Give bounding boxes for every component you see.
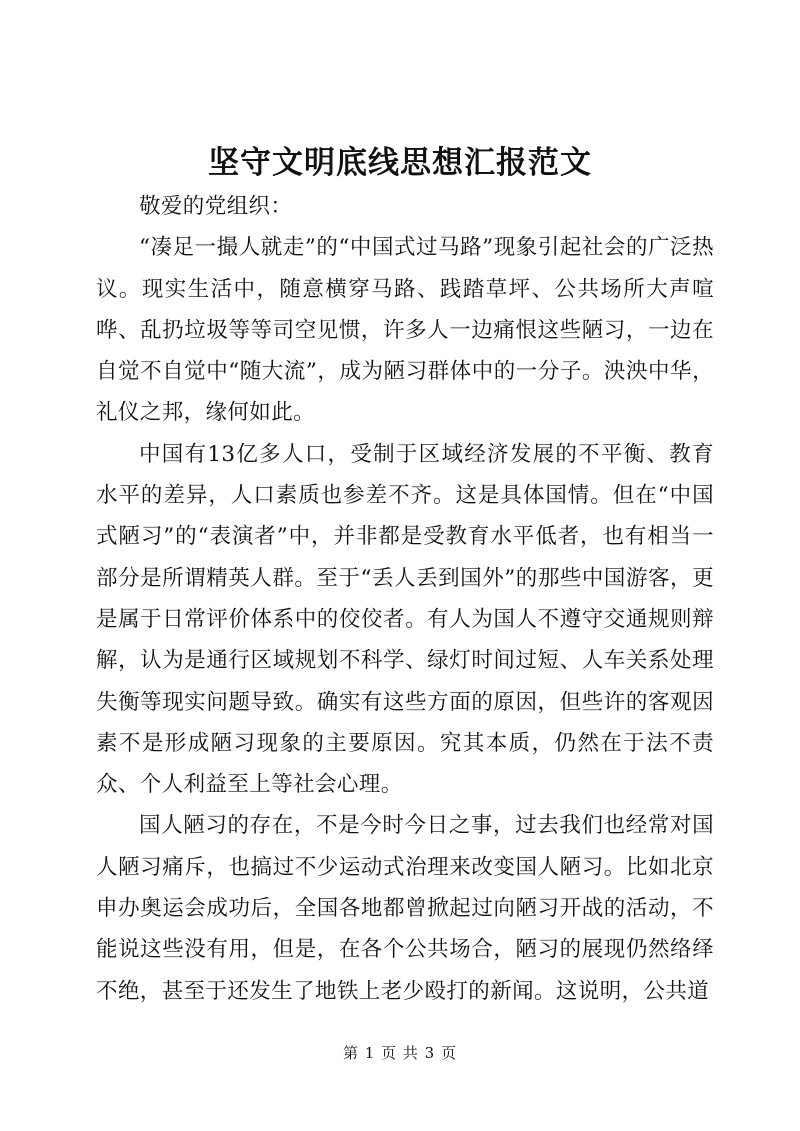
paragraph-1: “凑足一撮人就走”的“中国式过马路”现象引起社会的广泛热议。现实生活中，随意横穿马路、践踏草坪、公共场所大声喧哗、乱扔垃圾等等司空见惯，许多人一边痛恨这些陋习，一边在自觉不自觉中“随大流”，成为陋习群体中的一分子。泱泱中华，礼仪之邦，缘何如此。 <box>96 235 714 426</box>
document-body <box>96 186 714 1012</box>
salutation: 敬爱的党组织： <box>139 194 293 219</box>
page-footer: 第 1 页 共 3 页 <box>343 1044 457 1062</box>
document-title: 坚守文明底线思想汇报范文 <box>208 145 592 181</box>
paragraph-3: 国人陋习的存在，不是今时今日之事，过去我们也经常对国人陋习痛斥，也搞过不少运动式治理来改变国人陋习。比如北京申办奥运会成功后，全国各地都曾掀起过向陋习开战的活动，不能说这些没有用，但是，在各个公共场合，陋习的展现仍然络绎不绝，甚至于还发生了地铁上老少殴打的新闻。这说明，公共道 <box>96 813 714 1004</box>
paragraph-2: 中国有13亿多人口，受制于区域经济发展的不平衡、教育水平的差异，人口素质也参差不齐。这是具体国情。但在“中国式陋习”的“表演者”中，并非都是受教育水平低者，也有相当一部分是所谓精英人群。至于“丢人丢到国外”的那些中国游客，更是属于日常评价体系中的佼佼者。有人为国人不遵守交通规则辩解，认为是通行区域规划不科学、绿灯时间过短、人车关系处理失衡等现实问题导致。确实有这些方面的原因，但些许的客观因素不是形成陋习现象的主要原因。究其本质，仍然在于法不责众、个人利益至上等社会心理。 <box>96 441 714 798</box>
